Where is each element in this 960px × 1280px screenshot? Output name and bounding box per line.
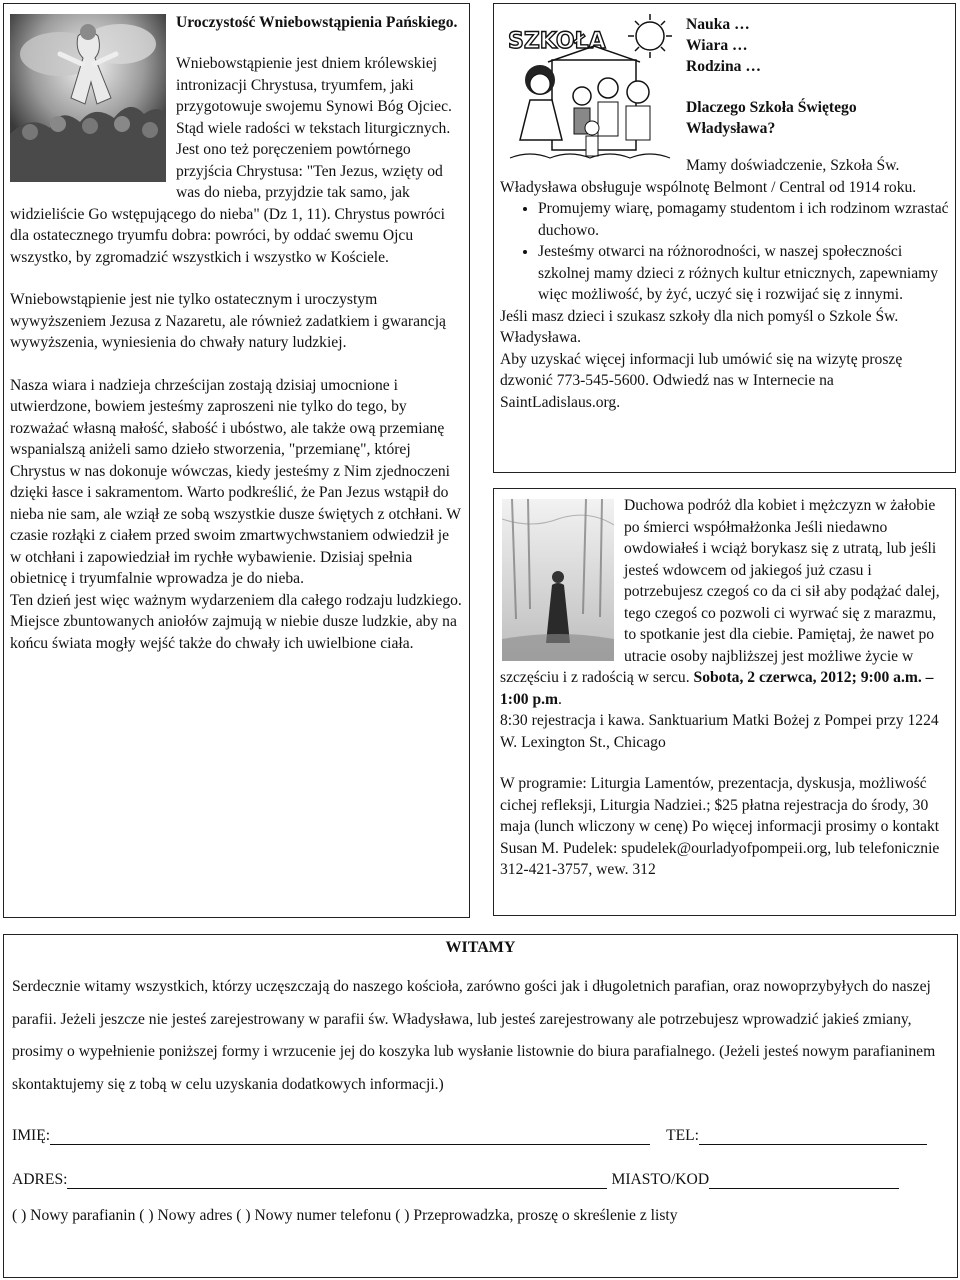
name-field[interactable] xyxy=(50,1128,650,1145)
article-paragraph: Wniebowstąpienie jest dniem królewskiej intronizacji Chrystusa, tryumfem, jaki przygotowuje swojemu Synowi Bóg Ojciec. Stąd wiele radości w tekstach liturgicznych. Jest ono też poręczeniem powtórnego przyjścia Chrystusa: "Ten Jezus, wzięty od was do nieba, przyjdzie tak samo, jak widzieliście Go wstępującego do nieba" (Dz 1, 11). Chrystus powróci dla ostatecznego tryumfu dobra: powróci, by oddać swemu Ojcu wszystko, by zgromadzić wszystkich i wszystko w Kościele. xyxy=(10,55,452,266)
article-paragraph: Nasza wiara i nadzieja chrześcijan zostają dzisiaj umocnione i utwierdzone, bowiem jesteśmy zaproszeni nie tylko do tego, by rozważać własną małość, słabość i ubóstwo, ale także ową przemianę wspanialszą aniżeli samo dzieło stworzenia, "przemianę", której Chrystus w nas dokonuje wówczas, kiedy jesteśmy z Nim zjednoczeni dzięki łasce i sakramentom. Warto podkreślić, że Pan Jezus wstąpił do nieba nie sam, ale wziął ze sobą wszystkie dusze świętych z otchłani. W czasie rozłąki z ciałem przed swoim zmartwychwstaniem odwiedził je w otchłani i zapowiedział im rychłe wybawienie. Dzisiaj spełnia obietnicę i tryumfalnie wprowadza je do nieba. xyxy=(10,376,461,587)
school-outro: Jeśli masz dzieci i szukasz szkoły dla nich pomyśl o Szkole Św. Władysława. xyxy=(500,307,899,346)
grief-location: 8:30 rejestracja i kawa. Sanktuarium Matki Bożej z Pompei przy 1224 W. Lexington St., Chicago xyxy=(500,712,939,751)
grief-retreat-ad xyxy=(493,488,956,916)
school-cartoon-illustration xyxy=(500,8,678,168)
ascension-illustration xyxy=(10,14,166,182)
tel-label: TEL: xyxy=(666,1127,700,1144)
welcome-registration-form xyxy=(3,934,958,1278)
article-title: Uroczystość Wniebowstąpienia Pańskiego. xyxy=(176,14,458,31)
list-item: • Promujemy wiarę, pomagamy studentom i ich rodzinom wzrastać duchowo. xyxy=(538,198,949,241)
school-intro: Mamy doświadczenie, Szkoła Św. Władysława obsługuje wspólnotę Belmont / Central od 1914 roku. xyxy=(500,157,917,196)
school-question: Dlaczego Szkoła Świętego Władysława? xyxy=(686,99,857,137)
name-label: IMIĘ: xyxy=(12,1127,51,1144)
motto-science: Nauka … xyxy=(686,16,750,33)
school-logo-text: SZKOŁA xyxy=(508,29,606,54)
name-tel-row xyxy=(12,1123,949,1145)
city-label: MIASTO/KOD xyxy=(611,1171,710,1188)
grief-program: W programie: Liturgia Lamentów, prezentacja, dyskusja, możliwość cichej refleksji, Liturgia Nadziei.; $25 płatna rejestracja do środy, 30 maja (lunch wliczony w cenę) Po więcej informacji prosimy o kontakt Susan M. Pudelek: spudelek@ourladyofpompeii.org, lub telefonicznie 312-421-3757, wew. 312 xyxy=(500,775,940,878)
event-date: Sobota, 2 czerwca, 2012; 9:00 a.m. – 1:00 p.m xyxy=(500,669,934,708)
ascension-article xyxy=(3,3,470,918)
address-label: ADRES: xyxy=(12,1171,68,1188)
mourning-figure-photo xyxy=(502,499,614,661)
list-item: • Jesteśmy otwarci na różnorodności, w naszej społeczności szkolnej mamy dzieci z różnych kultur etnicznych, zapewniamy więc możliwość, by żyć, uczyć się i rozwijać się z innymi. xyxy=(538,241,949,306)
city-field[interactable] xyxy=(709,1172,899,1189)
registration-options[interactable]: ( ) Nowy parafianin ( ) Nowy adres ( ) Nowy numer telefonu ( ) Przeprowadzka, proszę o skreślenie z listy xyxy=(12,1207,678,1224)
school-contact: Aby uzyskać więcej informacji lub umówić się na wizytę proszę dzwonić 773-545-5600. Odwiedź nas w Internecie na SaintLadislaus.org. xyxy=(500,350,903,411)
tel-field[interactable] xyxy=(699,1128,927,1145)
grief-text: Duchowa podróż dla kobiet i mężczyzn w żałobie po śmierci współmałżonka Jeśli niedawno owdowiałeś i wciąż borykasz się z utratą, lub jeśli jesteś wdowcem od jakiegoś już czasu i potrzebujesz czegoś co da ci sił aby podążać dalej, tego czegoś co pozwoli ci wyrwać się z marazmu, to spotkanie jest dla ciebie. Pamiętaj, że nawet po utracie osoby najbliższej jest możliwe życie w szczęściu i z radością w sercu. Sobota, 2 czerwca, 2012; 9:00 a.m. – 1:00 p.m. xyxy=(500,497,940,708)
school-ad xyxy=(493,3,956,473)
welcome-title: WITAMY xyxy=(445,939,516,956)
article-paragraph: Wniebowstąpienie jest nie tylko ostatecznym i uroczystym wywyższeniem Jezusa z Nazaretu, ale również zadatkiem i gwarancją wywyższenia, wyniesienia do chwały natury ludzkiej. xyxy=(10,291,446,351)
address-field[interactable] xyxy=(67,1172,607,1189)
school-bullet-list xyxy=(500,198,949,306)
motto-family: Rodzina … xyxy=(686,58,761,75)
welcome-body: Serdecznie witamy wszystkich, którzy uczęszczają do naszego kościoła, zarówno gości jak i długoletnich parafian, oraz nowoprzybyłych do naszej parafii. Jeżeli jeszcze nie jesteś zarejestrowany w parafii św. Władysława, lub jesteś zarejestrowany ale potrzebujesz wprowadzić jakieś zmiany, prosimy o wypełnienie poniższej formy i wrzucenie jej do koszyka lub wysłanie listownie do biura parafialnego. (Jeżeli jesteś nowym parafianinem skontaktujemy się z tobą w celu uzyskania dodatkowych informacji.) xyxy=(12,978,936,1093)
address-city-row xyxy=(12,1167,949,1189)
article-paragraph: Ten dzień jest więc ważnym wydarzeniem dla całego rodzaju ludzkiego. Miejsce zbuntowanych aniołów zajmują w niebie dusze ludzkie, aby na końcu świata mogły wejść także do chwały ich uwielbione ciała. xyxy=(10,591,462,652)
motto-faith: Wiara … xyxy=(686,37,748,54)
